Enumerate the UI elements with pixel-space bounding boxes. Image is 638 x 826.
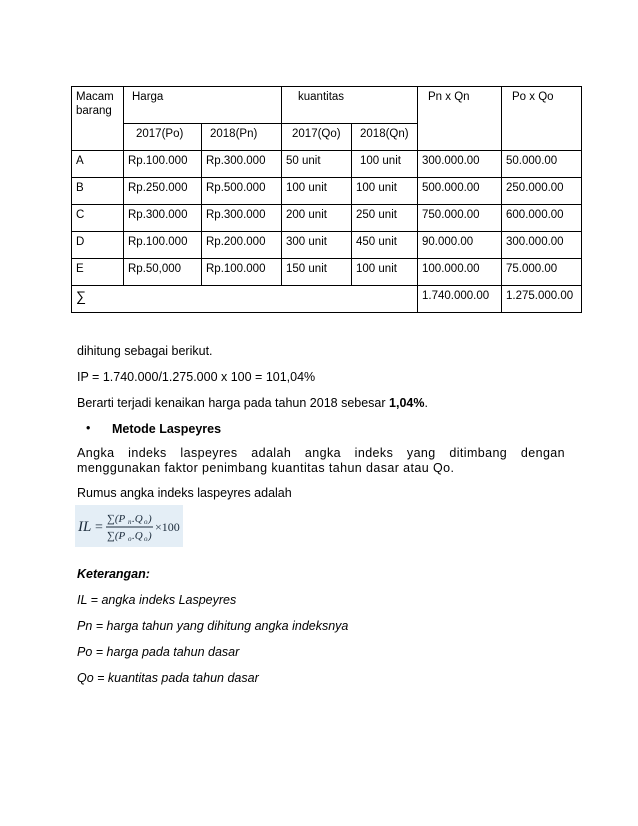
cell-item: D	[72, 232, 124, 259]
table-row	[72, 205, 582, 232]
cell-qty-2018: 250 unit	[352, 205, 418, 232]
svg-text:): )	[148, 530, 152, 542]
cell-qty-2017: 300 unit	[282, 232, 352, 259]
laspeyres-formula-icon	[75, 505, 183, 547]
svg-text:∑(P: ∑(P	[107, 513, 126, 525]
cell-price-2017: Rp.100.000	[124, 151, 202, 178]
cell-po-qo: 300.000.00	[502, 232, 582, 259]
cell-qty-2018: 100 unit	[352, 259, 418, 286]
cell-price-2018: Rp.300.000	[202, 151, 282, 178]
svg-text:): )	[148, 513, 152, 525]
cell-item: A	[72, 151, 124, 178]
cell-price-2017: Rp.100.000	[124, 232, 202, 259]
cell-price-2017: Rp.300.000	[124, 205, 202, 232]
cell-qty-2018: 100 unit	[352, 151, 418, 178]
paragraph-laspeyres: Angka indeks laspeyres adalah angka indeks yang ditimbang dengan menggunakan faktor penimbang kuantitas tahun dasar atau Qo.	[77, 446, 565, 475]
cell-price-2017: Rp.50,000	[124, 259, 202, 286]
table-total-row	[72, 286, 582, 313]
cell-qty-2017: 200 unit	[282, 205, 352, 232]
text-formula-intro: Rumus angka indeks laspeyres adalah	[77, 486, 292, 500]
cell-po-qo: 50.000.00	[502, 151, 582, 178]
header-po-qo: Po x Qo	[502, 87, 582, 151]
svg-text:o: o	[128, 535, 132, 543]
conclusion-text: Berarti terjadi kenaikan harga pada tahun 2018 sebesar	[77, 396, 390, 410]
table-row	[72, 151, 582, 178]
cell-price-2018: Rp.300.000	[202, 205, 282, 232]
total-pn-qn: 1.740.000.00	[418, 286, 502, 313]
svg-text:n: n	[128, 518, 132, 526]
cell-po-qo: 250.000.00	[502, 178, 582, 205]
text-line-conclusion	[77, 396, 428, 411]
svg-text:.Q: .Q	[132, 513, 143, 525]
cell-item: B	[72, 178, 124, 205]
header-qty-2017: 2017(Qo)	[282, 124, 352, 151]
cell-pn-qn: 90.000.00	[418, 232, 502, 259]
table-row	[72, 178, 582, 205]
text-line-calculated: dihitung sebagai berikut.	[77, 344, 213, 358]
cell-pn-qn: 100.000.00	[418, 259, 502, 286]
cell-qty-2017: 100 unit	[282, 178, 352, 205]
text-line-ip-formula: IP = 1.740.000/1.275.000 x 100 = 101,04%	[77, 370, 316, 384]
definition-il: IL = angka indeks Laspeyres	[77, 593, 237, 607]
cell-qty-2017: 50 unit	[282, 151, 352, 178]
svg-text:o: o	[144, 518, 148, 526]
bullet-icon: •	[86, 421, 91, 435]
conclusion-percent: 1,04%	[389, 396, 425, 410]
svg-text:=: =	[95, 520, 103, 535]
total-symbol: ∑	[72, 286, 418, 313]
cell-pn-qn: 500.000.00	[418, 178, 502, 205]
cell-qty-2017: 150 unit	[282, 259, 352, 286]
svg-text:o: o	[144, 535, 148, 543]
cell-price-2017: Rp.250.000	[124, 178, 202, 205]
cell-po-qo: 600.000.00	[502, 205, 582, 232]
cell-price-2018: Rp.200.000	[202, 232, 282, 259]
svg-text:∑(P: ∑(P	[107, 530, 126, 542]
table-row	[72, 259, 582, 286]
svg-text:×100: ×100	[155, 520, 180, 534]
cell-item: C	[72, 205, 124, 232]
definition-pn: Pn = harga tahun yang dihitung angka indeksnya	[77, 619, 349, 633]
definition-po: Po = harga pada tahun dasar	[77, 645, 240, 659]
conclusion-period: .	[424, 396, 428, 410]
cell-item: E	[72, 259, 124, 286]
header-price: Harga	[124, 87, 282, 124]
keterangan-heading: Keterangan:	[77, 567, 150, 581]
formula-image	[75, 505, 183, 547]
header-qty-2018: 2018(Qn)	[352, 124, 418, 151]
section-heading-laspeyres: Metode Laspeyres	[112, 422, 222, 436]
header-quantity: kuantitas	[282, 87, 418, 124]
cell-qty-2018: 100 unit	[352, 178, 418, 205]
header-item: Macam barang	[72, 87, 124, 151]
cell-pn-qn: 750.000.00	[418, 205, 502, 232]
header-pn-qn: Pn x Qn	[418, 87, 502, 151]
header-price-2018: 2018(Pn)	[202, 124, 282, 151]
cell-pn-qn: 300.000.00	[418, 151, 502, 178]
header-price-2017: 2017(Po)	[124, 124, 202, 151]
table-header-row	[72, 87, 582, 124]
svg-text:.Q: .Q	[132, 530, 143, 542]
table-row	[72, 232, 582, 259]
cell-price-2018: Rp.100.000	[202, 259, 282, 286]
price-index-table	[71, 86, 582, 313]
cell-qty-2018: 450 unit	[352, 232, 418, 259]
total-po-qo: 1.275.000.00	[502, 286, 582, 313]
definition-qo: Qo = kuantitas pada tahun dasar	[77, 671, 259, 685]
cell-po-qo: 75.000.00	[502, 259, 582, 286]
svg-text:IL: IL	[78, 519, 92, 535]
cell-price-2018: Rp.500.000	[202, 178, 282, 205]
